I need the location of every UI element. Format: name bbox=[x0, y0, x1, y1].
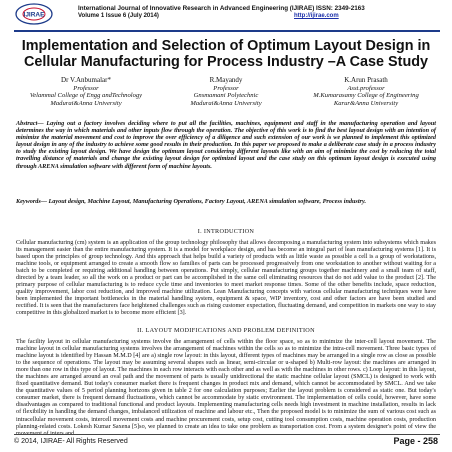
section-body-layout: The facility layout in cellular manufacturing systems involve the arrangement of cells within the floor space, so as to minimize the inter-cell layout movement. The machine layout in cellular manufacturing systems involves the arrangement of machines within the cells so as to minimize the intra-cell movement. Three basic types of machine layout is identified by Hassan M.M.D [4] are a) single row layout: in this layout, different types of machines may be arranged in a single row as close as possible to the sequence of operations. The layout may be assuming several shapes such as linear, semi-circular or u-shaped b) Multi-row layout: the machines are arranged in more than one row in this type of layout. The machines in each row interacts with each other and as well as with the machines in other rows. c) Loop layout: in this layout, the machines are arranged around an oval path and the movement of parts is usually unidirectional the static machine cellular layout (SMCL) is designed to work with fixed quantitative demand. But today's consumer market there is frequent changes in product mix and demand, which cannot be accommodated by SMCL. And we take the quantitative values of 5 period planning horizons given in table 2 for one calculation purposes; Earlier the layout problem is considered as static one. But today's consumer market, there is frequent demand fluctuations, which cannot be accommodate by static environment. The implementation of cells could, however, have some disadvantages as compared to traditional functional and product layouts. Implementing manufacturing cells needs high investment in machine installation, results in lack of flexibility in handling the demand changes, imbalanced utilization of machine and labour etc., Then the proposed model is to minimize the sum of various cost such as intracellular movement costs, intercell movement costs and machine procurement costs, setup cost, cutting tool consumption costs, machine operation costs, production planning-related costs. Lokesh Kumar Saxena [5]so, we planned to create an idea to take one problem as transportation cost. From a system designer's point of view the bbox=[16, 339, 436, 430]
author-name: K.Arun Prasath bbox=[344, 76, 388, 84]
author-1 bbox=[16, 77, 156, 107]
author-role: Asst.professor bbox=[347, 84, 385, 92]
author-2 bbox=[156, 77, 296, 107]
header-rule bbox=[14, 30, 440, 32]
paper-title: Implementation and Selection of Optimum Layout Design in Cellular Manufacturing for Process Industry –A Case Study bbox=[21, 38, 431, 70]
section-body-introduction: Cellular manufacturing (cm) system is an application of the group technology philosophy that allows decomposing a manufacturing system into subsystems which makes its management easier than the entire manufacturing system. It is a model for workplace design, and has become an integral part of lean manufacturing systems [1]. It is based upon the principles of group technology. And this approach that helps build a variety of products with as little waste as possible a cell is a group of workstations, machine tools, or equipment arranged to create a smooth flow so families of parts can be processed progressively from one workstation to another without waiting for a batch to be completed or requiring additional handling between operations. Put simply, cellular manufacturing groups together machinery and a small team of staff, directed by a team leader, so all the work on a product or part can be accomplished in the same cell eliminating resources that do not add value to the product [2]. The primary purpose of cellular manufacturing is to reduce cycle time and inventories to meet market response times. Some of the other benefits include, space reduction, quality improvement, labor cost reduction, and improved machine utilization. Lean Manufacturing concepts with various cellular manufacturing techniques were have been implemented the important bottlenecks in the material handling system, equipment & space, WIP inventory, cost and other factors are have been studied and rectified. It is seen that the manufacturers face heightened challenges such as rising customer expectation, fluctuating demand, and competition in markets one way to stay competitive in this globalized market is to become more efficient [3]. bbox=[16, 240, 436, 317]
author-affiliation-2: Madurai&Anna University bbox=[190, 99, 262, 107]
copyright-notice: © 2014, IJIRAE- All Rights Reserved bbox=[14, 438, 128, 445]
author-name: Dr V.Anbumalar* bbox=[61, 76, 111, 84]
author-role: Professor bbox=[213, 84, 239, 92]
author-affiliation: Gnsmamani Polytechnic bbox=[193, 92, 259, 100]
volume-issue: Volume 1 Issue 6 (July 2014) bbox=[78, 13, 159, 19]
section-heading-layout: II. LAYOUT MODIFICATIONS AND PROBLEM DEFINITION bbox=[137, 327, 315, 334]
author-affiliation-2: Karur&Anna University bbox=[333, 99, 399, 107]
footer-rule bbox=[14, 434, 440, 435]
section-heading-introduction: I. INTRODUCTION bbox=[197, 228, 255, 235]
journal-name: International Journal of Innovative Research in Advanced Engineering (IJIRAE) ISSN: 2349-2163 bbox=[78, 5, 365, 12]
author-affiliation-2: Madurai&Anna University bbox=[50, 99, 122, 107]
abstract: Abstract— Laying out a factory involves deciding where to put all the facilities, machines, equipment and staff in the manufacturing operation and layout determines the way in which materials and other inputs flow through the operation. The objective of this work is to find the best layout design with an intention of minimize the material movement and cost to improve the over efficiency of a diligence and such extension of our work is we planned to implement this optimized layout design in any of the industry to achieve some good results in their production. In this paper we proposed to make a deliberate case study in a process industry to study the existing layout design. We have design the optimum layout considering different layouts like with an aim of minimize the cost by reducing the total travelling distance of materials and change the existing layout design for optimized layout and the case study on this optimum layout design is executed using through ARENA simulation software with different form of machine layouts. bbox=[16, 120, 436, 170]
author-3 bbox=[296, 77, 436, 107]
journal-header bbox=[14, 2, 440, 30]
author-role: Professor bbox=[73, 84, 99, 92]
author-name: R.Mayandy bbox=[209, 76, 243, 84]
keywords: Keywords— Layout design, Machine Layout, Manufacturing Operations, Factory Layout, ARENA simulation software, Process industry. bbox=[16, 198, 367, 205]
svg-text:IJIRAE: IJIRAE bbox=[23, 11, 45, 19]
author-affiliation: Velammal College of Engg andTechnology bbox=[29, 92, 143, 100]
author-affiliation: M.Kumarasamy College of Engineering bbox=[313, 92, 419, 100]
journal-logo bbox=[14, 2, 54, 28]
page-number: Page - 258 bbox=[393, 436, 438, 446]
journal-url-link[interactable]: http://ijirae.com bbox=[294, 13, 339, 19]
